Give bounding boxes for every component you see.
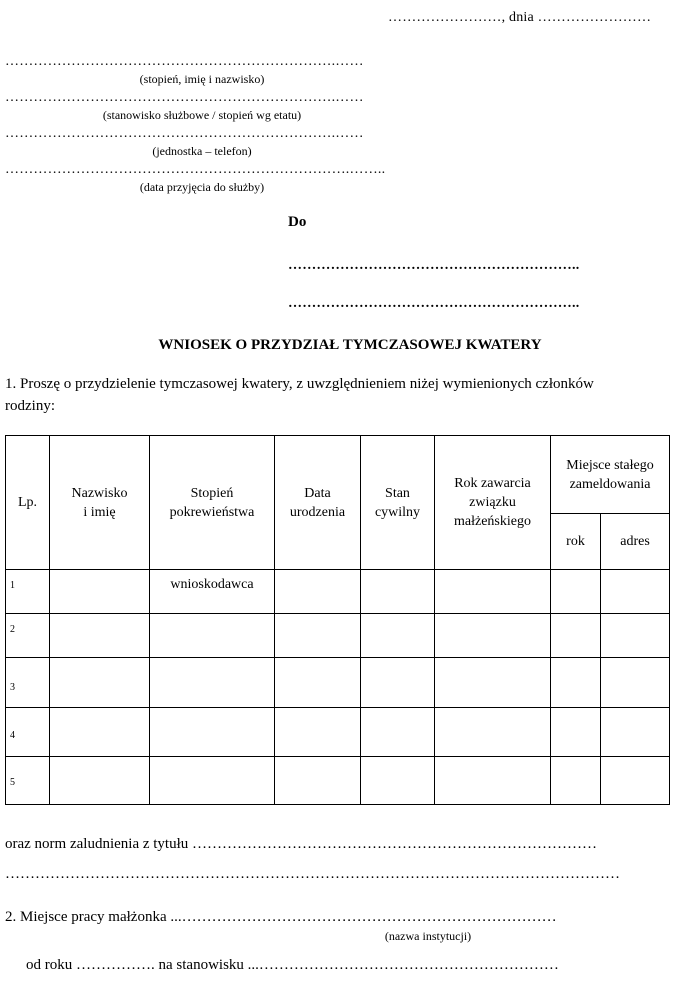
cell-birth-date[interactable] xyxy=(275,570,361,614)
header-birth-date xyxy=(275,436,361,570)
cell-residence-year[interactable] xyxy=(551,757,601,805)
cell-residence-year[interactable] xyxy=(551,708,601,757)
cell-birth-date[interactable] xyxy=(275,757,361,805)
header-marriage-line-1: Rok zawarcia xyxy=(454,476,531,491)
row-number: 2 xyxy=(6,614,50,658)
cell-name[interactable] xyxy=(50,708,150,757)
table-row xyxy=(6,757,670,805)
point-2-since-position-line[interactable]: od roku ……………. na stanowisku ...…………………………………………………… xyxy=(26,957,559,973)
header-residence xyxy=(551,436,670,514)
row-number: 3 xyxy=(6,658,50,708)
header-birth-line-1: Data xyxy=(304,485,331,501)
addressee-line-1[interactable]: …………………………………………………….. xyxy=(288,258,580,273)
header-name-line-1: Nazwisko xyxy=(71,485,128,501)
header-name-line-2: i imię xyxy=(83,504,116,520)
cell-relation[interactable]: wnioskodawca xyxy=(150,570,275,614)
header-relation xyxy=(150,436,275,570)
cell-name[interactable] xyxy=(50,658,150,708)
table-header-row xyxy=(6,436,670,514)
cell-relation[interactable] xyxy=(150,708,275,757)
point-1-text-cont: rodziny: xyxy=(5,398,55,414)
header-status-line-2: cywilny xyxy=(374,504,421,520)
document-title: WNIOSEK O PRZYDZIAŁ TYMCZASOWEJ KWATERY xyxy=(158,337,542,353)
cell-residence-address[interactable] xyxy=(601,658,670,708)
cell-residence-address[interactable] xyxy=(601,614,670,658)
header-marriage-line-2: związku xyxy=(469,495,516,510)
table-row xyxy=(6,658,670,708)
header-name xyxy=(50,436,150,570)
header-lp: Lp. xyxy=(6,436,50,570)
cell-name[interactable] xyxy=(50,614,150,658)
cell-name[interactable] xyxy=(50,570,150,614)
cell-residence-year[interactable] xyxy=(551,570,601,614)
cell-residence-address[interactable] xyxy=(601,757,670,805)
norms-line-cont[interactable]: …………………………………………………………………………………………………………… xyxy=(5,866,620,882)
applicant-unit-caption: (jednostka – telefon) xyxy=(152,144,252,158)
applicant-unit-line[interactable]: …………………………………………………………….…… xyxy=(5,126,364,141)
row-number: 5 xyxy=(6,757,50,805)
cell-relation[interactable] xyxy=(150,614,275,658)
cell-marital-status[interactable] xyxy=(361,570,435,614)
header-marriage-year xyxy=(435,436,551,570)
header-birth-line-2: urodzenia xyxy=(289,504,346,520)
header-residence-line-2: zameldowania xyxy=(569,476,651,492)
family-members-table xyxy=(5,435,670,805)
cell-birth-date[interactable] xyxy=(275,658,361,708)
cell-birth-date[interactable] xyxy=(275,708,361,757)
cell-residence-address[interactable] xyxy=(601,570,670,614)
cell-marital-status[interactable] xyxy=(361,658,435,708)
header-marriage-line-3: małżeńskiego xyxy=(454,514,531,529)
date-line[interactable]: ……………………, dnia …………………… xyxy=(388,10,652,25)
row-number: 4 xyxy=(6,708,50,757)
point-2-caption: (nazwa instytucji) xyxy=(384,929,472,943)
applicant-position-line[interactable]: …………………………………………………………….…… xyxy=(5,90,364,105)
header-residence-year: rok xyxy=(551,514,601,570)
applicant-service-date-line[interactable]: ……………………………………………………………….…….. xyxy=(5,162,386,177)
point-2-spouse-workplace-line[interactable]: 2. Miejsce pracy małżonka ...………………………………………………………………… xyxy=(5,909,557,925)
applicant-service-date-caption: (data przyjęcia do służby) xyxy=(139,180,265,194)
addressee-line-2[interactable]: …………………………………………………….. xyxy=(288,296,580,311)
cell-residence-year[interactable] xyxy=(551,658,601,708)
row-number: 1 xyxy=(6,570,50,614)
cell-residence-year[interactable] xyxy=(551,614,601,658)
header-relation-line-1: Stopień xyxy=(190,485,234,501)
cell-marriage-year[interactable] xyxy=(435,614,551,658)
cell-marital-status[interactable] xyxy=(361,708,435,757)
header-marital-status xyxy=(361,436,435,570)
applicant-name-caption: (stopień, imię i nazwisko) xyxy=(139,72,265,86)
cell-relation[interactable] xyxy=(150,658,275,708)
cell-marriage-year[interactable] xyxy=(435,658,551,708)
header-relation-line-2: pokrewieństwa xyxy=(169,504,255,520)
applicant-name-line[interactable]: …………………………………………………………….…… xyxy=(5,54,364,69)
cell-marriage-year[interactable] xyxy=(435,757,551,805)
header-residence-line-1: Miejsce stałego xyxy=(566,457,654,473)
cell-relation[interactable] xyxy=(150,757,275,805)
norms-line[interactable]: oraz norm zaludnienia z tytułu ……………………………………………………………………… xyxy=(5,836,598,852)
cell-marriage-year[interactable] xyxy=(435,570,551,614)
cell-marital-status[interactable] xyxy=(361,757,435,805)
header-residence-address: adres xyxy=(601,514,670,570)
table-row xyxy=(6,614,670,658)
cell-marriage-year[interactable] xyxy=(435,708,551,757)
header-status-line-1: Stan xyxy=(385,485,410,501)
table-row xyxy=(6,570,670,614)
addressee-label: Do xyxy=(288,214,307,230)
cell-residence-address[interactable] xyxy=(601,708,670,757)
applicant-position-caption: (stanowisko służbowe / stopień wg etatu) xyxy=(102,108,302,122)
cell-name[interactable] xyxy=(50,757,150,805)
cell-marital-status[interactable] xyxy=(361,614,435,658)
cell-birth-date[interactable] xyxy=(275,614,361,658)
table-row xyxy=(6,708,670,757)
point-1-text: 1. Proszę o przydzielenie tymczasowej kwatery, z uwzględnieniem niżej wymienionych członków xyxy=(5,376,594,392)
